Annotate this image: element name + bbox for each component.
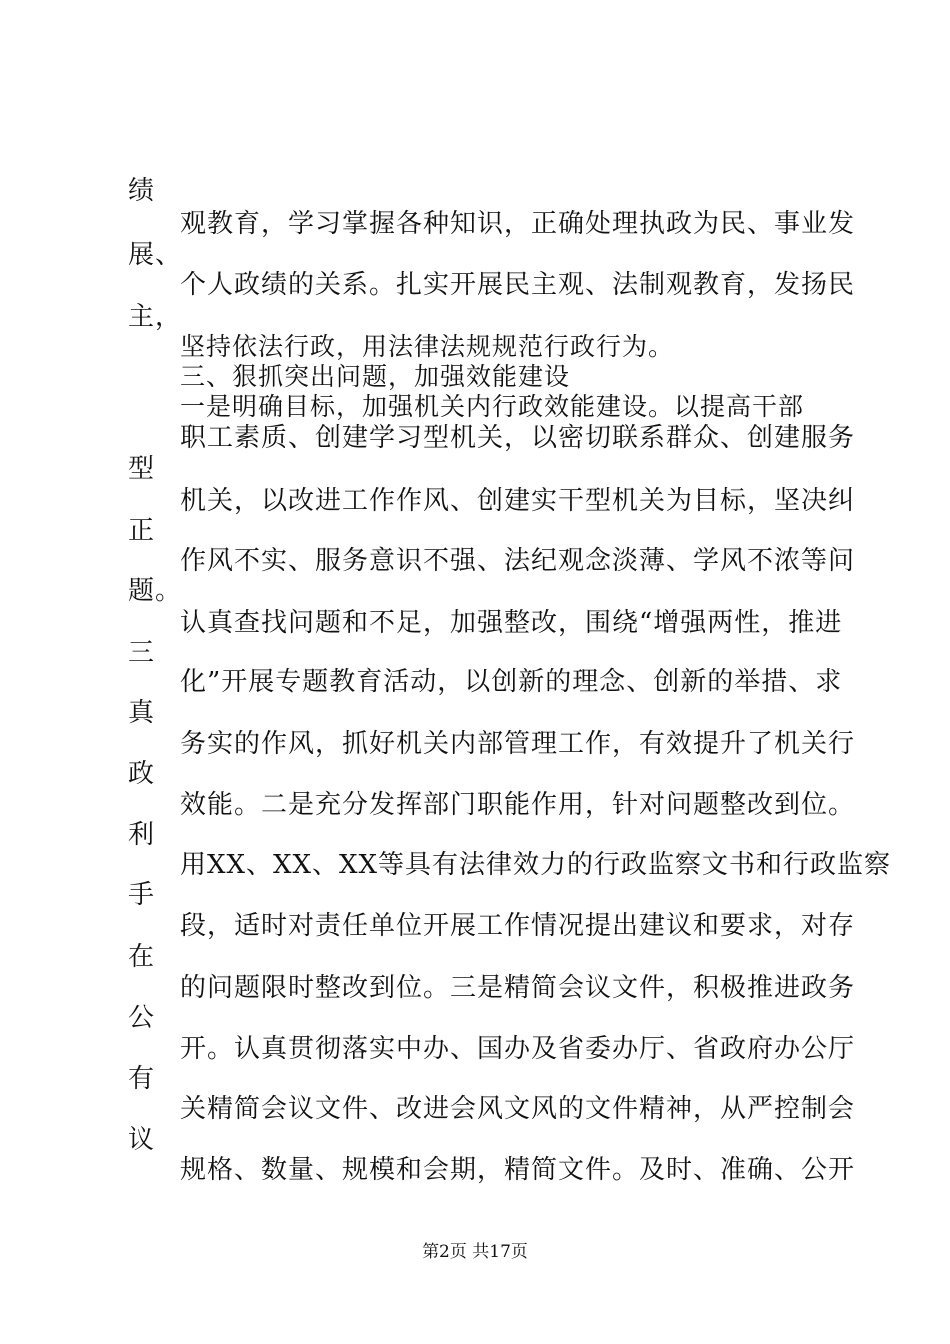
text-line: 政	[128, 759, 156, 789]
text-line: 题。	[128, 576, 183, 606]
text-line: 用XX、XX、XX等具有法律效力的行政监察文书和行政监察	[180, 850, 892, 880]
text-line: 认真查找问题和不足，加强整改，围绕“增强两性，推进	[180, 608, 843, 638]
text-line: 关精简会议文件、改进会风文风的文件精神，从严控制会	[180, 1094, 856, 1124]
text-line: 个人政绩的关系。扎实开展民主观、法制观教育，发扬民	[180, 270, 856, 300]
text-line: 利	[128, 820, 156, 850]
text-line: 主，	[128, 302, 183, 332]
text-line: 手	[128, 880, 156, 910]
text-line: 的问题限时整改到位。三是精简会议文件，积极推进政务	[180, 973, 856, 1003]
text-line: 作风不实、服务意识不强、法纪观念淡薄、学风不浓等问	[180, 546, 856, 576]
text-line: 效能。二是充分发挥部门职能作用，针对问题整改到位。	[180, 790, 856, 820]
text-line: 型	[128, 454, 156, 484]
section-heading: 三、狠抓突出问题，加强效能建设	[180, 362, 571, 391]
text-line: 务实的作风，抓好机关内部管理工作，有效提升了机关行	[180, 729, 856, 759]
text-line: 开。认真贯彻落实中办、国办及省委办厅、省政府办公厅	[180, 1034, 856, 1064]
text-line: 正	[128, 516, 156, 546]
text-line: 化”开展专题教育活动，以创新的理念、创新的举措、求	[180, 667, 843, 697]
text-line: 有	[128, 1064, 156, 1094]
text-line: 职工素质、创建学习型机关，以密切联系群众、创建服务	[180, 423, 856, 453]
text-line: 公	[128, 1003, 156, 1033]
text-line: 坚持依法行政，用法律法规规范行政行为。	[180, 332, 675, 361]
text-line: 真	[128, 698, 156, 728]
text-line: 三	[128, 638, 156, 668]
text-line: 一是明确目标，加强机关内行政效能建设。以提高干部	[180, 392, 805, 421]
text-line: 绩	[128, 176, 156, 206]
text-line: 段，适时对责任单位开展工作情况提出建议和要求，对存	[180, 911, 856, 941]
text-line: 规格、数量、规模和会期，精简文件。及时、准确、公开	[180, 1155, 856, 1185]
page-footer: 第2页 共17页	[422, 1242, 528, 1262]
text-line: 展、	[128, 240, 183, 270]
text-line: 议	[128, 1125, 156, 1155]
text-line: 在	[128, 942, 156, 972]
text-line: 机关，以改进工作作风、创建实干型机关为目标，坚决纠	[180, 486, 856, 516]
text-line: 观教育，学习掌握各种知识，正确处理执政为民、事业发	[180, 209, 856, 239]
